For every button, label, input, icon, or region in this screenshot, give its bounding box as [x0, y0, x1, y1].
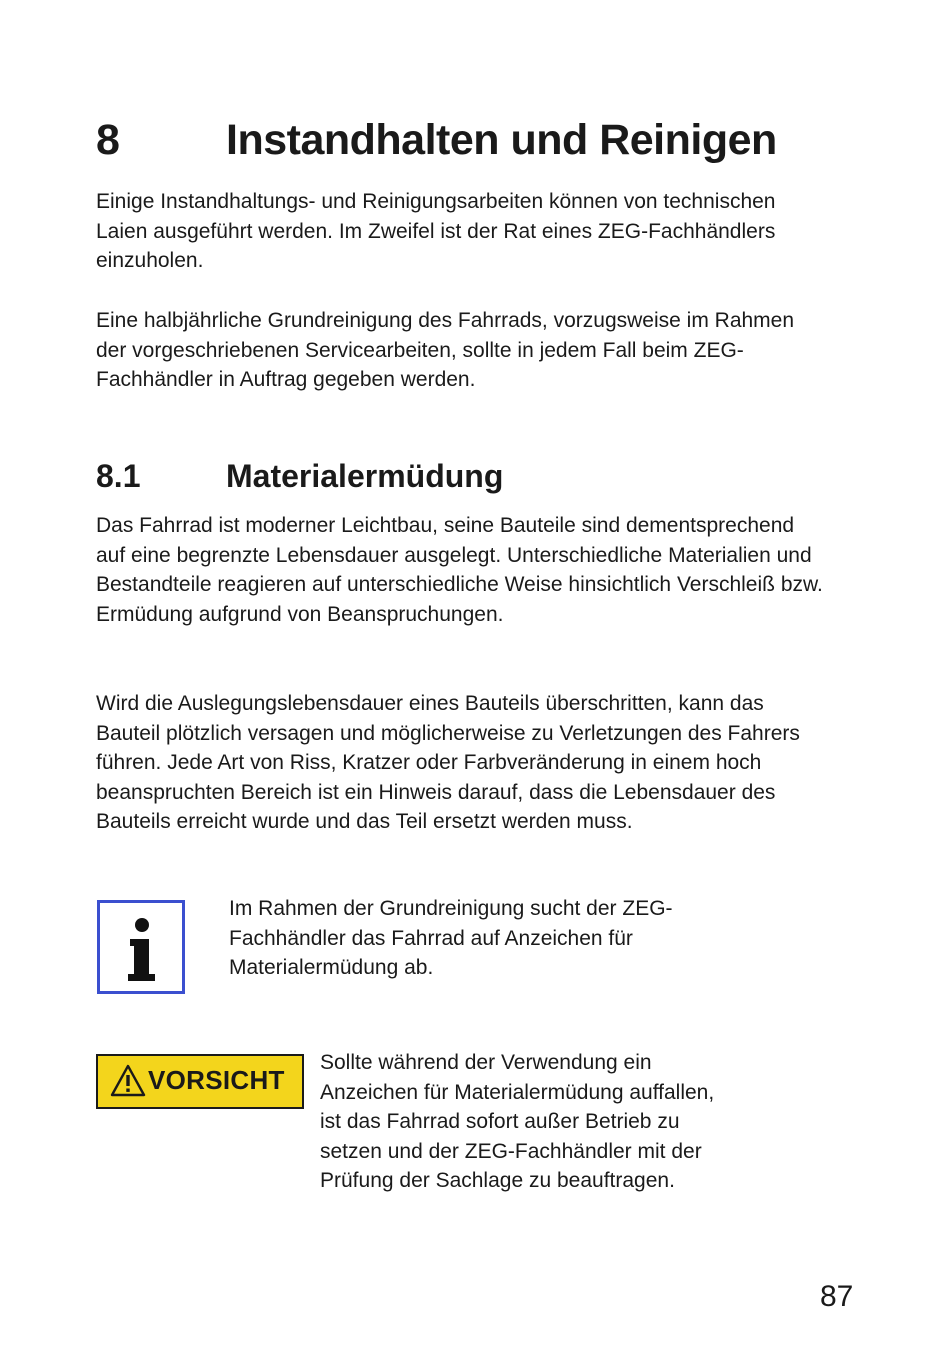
section-number: 8 [96, 116, 120, 164]
info-note-line: Im Rahmen der Grundreinigung sucht der ZEG- [229, 897, 673, 920]
caution-note-line: Prüfung der Sachlage zu beauftragen. [320, 1169, 675, 1193]
info-note-line: Fachhändler das Fahrrad auf Anzeichen für [229, 926, 633, 950]
info-note-line: Materialermüdung ab. [229, 956, 434, 980]
section-paragraph-1: Einige Instandhaltungs- und Reinigungsarbeiten können von technischen Laien ausgeführt werden. Im Zweifel ist der Rat eines ZEG-Fachhändlers einzuholen. [96, 190, 776, 273]
caution-label: VORSICHT [148, 1065, 285, 1095]
caution-note-text [320, 1048, 714, 1196]
page-number: 87 [820, 1280, 854, 1313]
caution-badge [96, 1054, 304, 1109]
caution-note-line: ist das Fahrrad sofort außer Betrieb zu [320, 1110, 680, 1134]
subsection-title: Materialermüdung [226, 458, 504, 494]
info-note-text [229, 894, 673, 983]
caution-note-line: setzen und der ZEG-Fachhändler mit der [320, 1139, 702, 1163]
subsection-paragraph-2: Wird die Auslegungslebensdauer eines Bauteils überschritten, kann das Bauteil plötzlich versagen und möglicherweise zu Verletzungen des Fahrers führen. Jede Art von Riss, Kratzer oder Farbveränderung in einem hoch beanspruchten Bereich ist ein Hinweis darauf, dass die Lebensdauer des Bauteils erreicht wurde und das Teil ersetzt werden muss. [96, 692, 800, 834]
caution-note-line: Anzeichen für Materialermüdung auffallen, [320, 1080, 715, 1104]
info-glyph-icon [100, 903, 182, 991]
caution-note-line: Sollte während der Verwendung ein [320, 1051, 652, 1074]
subsection-paragraph-1: Das Fahrrad ist moderner Leichtbau, seine Bauteile sind dementsprechend auf eine begrenzte Lebensdauer ausgelegt. Unterschiedliche Materialien und Bestandteile reagieren auf unterschiedliche Weise hinsichtlich Verschleiß bzw. Ermüdung aufgrund von Beanspruchungen. [96, 514, 823, 626]
info-icon [97, 900, 185, 994]
section-paragraph-2: Eine halbjährliche Grundreinigung des Fahrrads, vorzugsweise im Rahmen der vorgeschriebenen Servicearbeiten, sollte in jedem Fall beim ZEG-Fachhändler in Auftrag gegeben werden. [96, 309, 795, 392]
warning-triangle-icon [110, 1064, 146, 1098]
subsection-number: 8.1 [96, 458, 141, 494]
section-title: Instandhalten und Reinigen [226, 116, 777, 164]
